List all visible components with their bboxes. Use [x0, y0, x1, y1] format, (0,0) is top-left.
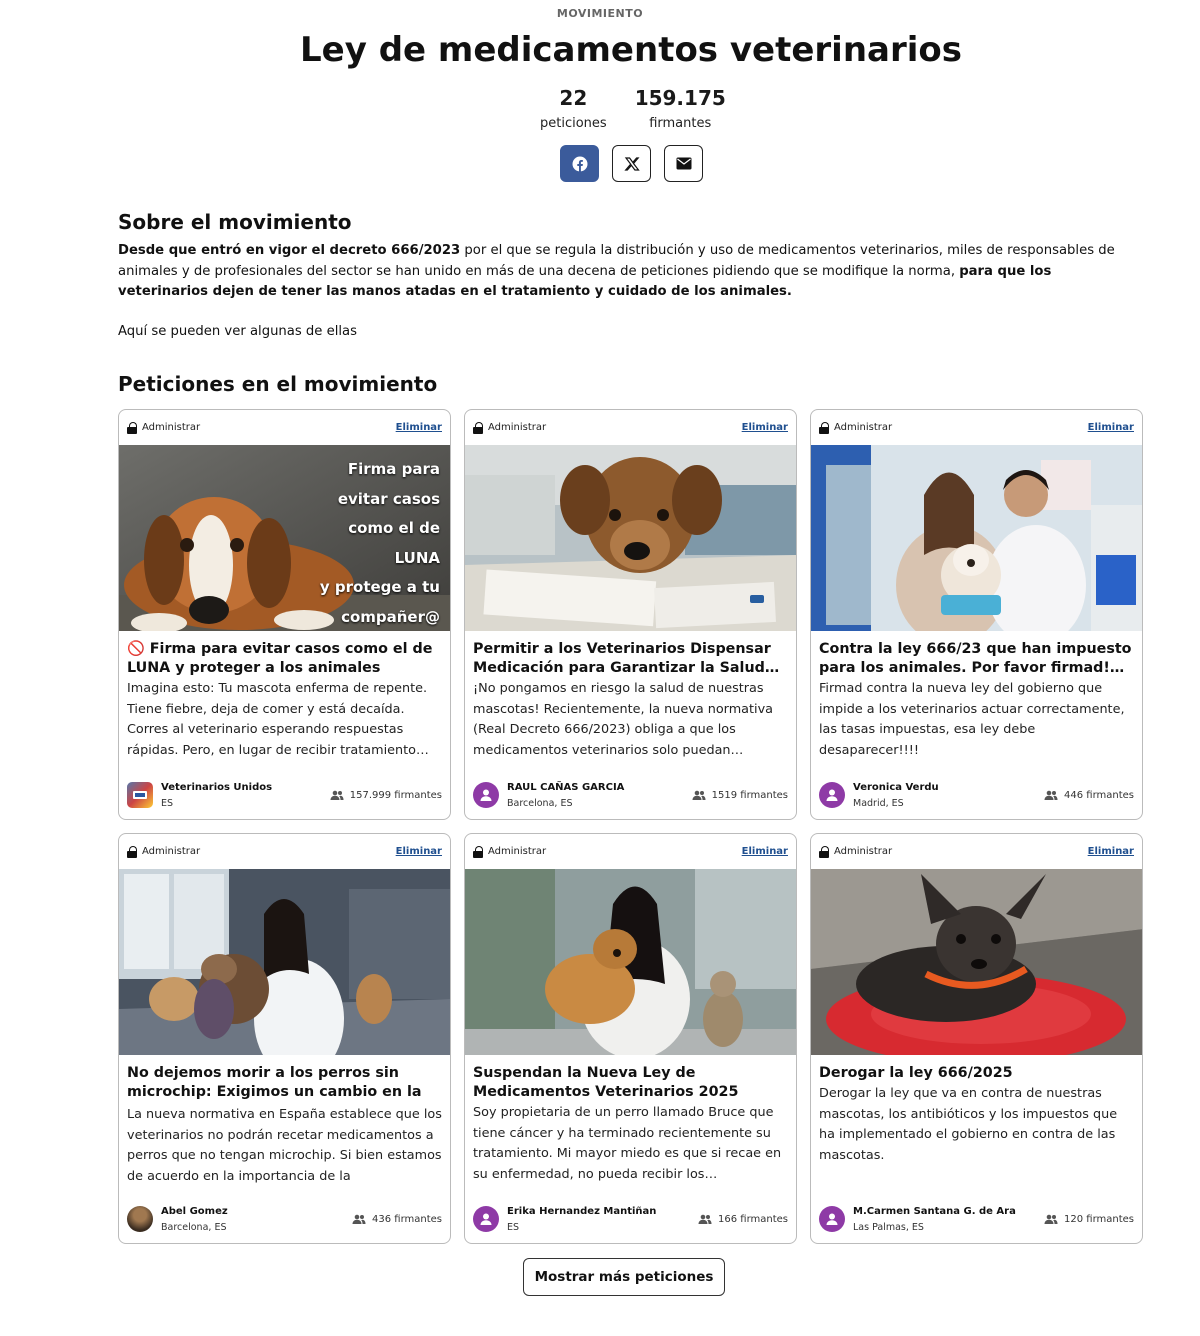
admin-label [819, 422, 892, 434]
author-name: Abel Gomez [161, 1205, 228, 1217]
people-icon [692, 790, 706, 800]
avatar [819, 782, 845, 808]
admin-text: Administrar [488, 422, 547, 433]
stat-petitions-value: 22 [559, 86, 588, 110]
x-icon [624, 156, 640, 172]
petition-card[interactable] [810, 409, 1143, 820]
author-location: ES [161, 797, 174, 809]
petition-description: Derogar la ley que va en contra de nuestras mascotas, los antibióticos y los impuestos que ha implementado el gobierno en contra de las mascotas. [819, 1086, 1118, 1163]
petition-description: La nueva normativa en España establece que los veterinarios no podrán recetar medicamentos a perros que no tengan microchip. Si bien estamos de acuerdo en la importancia de la [127, 1107, 442, 1184]
author-name: Erika Hernandez Mantiñan [507, 1205, 657, 1217]
avatar [127, 782, 153, 808]
admin-label [127, 422, 200, 434]
petitions-heading: Peticiones en el movimiento [118, 372, 438, 396]
lock-icon [473, 422, 483, 434]
petition-card[interactable] [118, 833, 451, 1244]
woman-with-dog-and-cat-image [465, 869, 796, 1055]
petition-card[interactable] [464, 833, 797, 1244]
petition-footer [819, 780, 1134, 810]
stat-signers-label: firmantes [649, 116, 712, 131]
movement-eyebrow: MOVIMIENTO [556, 7, 644, 20]
petition-title[interactable]: Derogar la ley 666/2025 [819, 1065, 1013, 1081]
petition-description: Soy propietaria de un perro llamado Bruce que tiene cáncer y ha terminado recientemente su tratamiento. Mi mayor miedo es que si recae en su enfermedad, no pueda recibir los… [473, 1105, 782, 1182]
petition-description: Imagina esto: Tu mascota enferma de repente. Tiene fiebre, deja de comer y está decaída. Corres al veterinario esperando respuestas rápidas. Pero, en lugar de recibir tratamiento… [127, 681, 429, 758]
petition-image[interactable] [811, 445, 1142, 631]
admin-label [819, 846, 892, 858]
petition-footer [127, 1204, 442, 1234]
user-icon [825, 788, 839, 802]
author-name: RAUL CAÑAS GARCIA [507, 781, 625, 793]
mail-icon [676, 157, 692, 170]
share-email-button[interactable] [664, 145, 703, 182]
author-location: Madrid, ES [853, 797, 904, 809]
about-bold-2: para que los veterinarios dejen de tener las manos atadas en el tratamiento y cuidado de los animales. [118, 263, 1052, 299]
admin-text: Administrar [488, 846, 547, 857]
petition-image[interactable] [119, 869, 450, 1055]
people-icon [330, 790, 344, 800]
admin-text: Administrar [142, 846, 201, 857]
petition-footer [127, 780, 442, 810]
about-note: Aquí se pueden ver algunas de ellas [118, 324, 358, 339]
about-bold-1: Desde que entró en vigor el decreto 666/2023 [118, 243, 461, 258]
author-location: Las Palmas, ES [853, 1221, 924, 1233]
petition-footer [473, 1204, 788, 1234]
petition-title[interactable]: Contra la ley 666/23 que han impuesto para los animales. Por favor firmad!… [819, 641, 1132, 676]
admin-text: Administrar [142, 422, 201, 433]
signers-count: 157.999 firmantes [330, 790, 442, 801]
petition-image[interactable] [811, 869, 1142, 1055]
signers-count: 446 firmantes [1044, 790, 1134, 801]
admin-text: Administrar [834, 846, 893, 857]
people-icon [1044, 790, 1058, 800]
petition-card[interactable] [810, 833, 1143, 1244]
lock-icon [819, 846, 829, 858]
author-name: M.Carmen Santana G. de Ara [853, 1205, 1016, 1217]
movement-stats [540, 86, 726, 131]
avatar [473, 1206, 499, 1232]
signers-count: 1519 firmantes [692, 790, 788, 801]
image-caption: Firma para evitar casos como el de LUNA y protege a tu compañer@ [319, 460, 440, 626]
user-icon [825, 1212, 839, 1226]
lock-icon [127, 422, 137, 434]
vet-clinic-image [811, 445, 1142, 631]
share-x-button[interactable] [612, 145, 651, 182]
signers-count: 120 firmantes [1044, 1214, 1134, 1225]
petition-title[interactable]: Suspendan la Nueva Ley de Medicamentos Veterinarios 2025 [473, 1065, 739, 1100]
petition-description: ¡No pongamos en riesgo la salud de nuestras mascotas! Recientemente, la nueva normativa (Real Decreto 666/2023) obliga a que los medicamentos veterinarios solo puedan… [473, 681, 774, 758]
avatar [819, 1206, 845, 1232]
remove-link[interactable]: Eliminar [1087, 846, 1134, 857]
avatar [127, 1206, 153, 1232]
author-location: ES [507, 1221, 520, 1233]
remove-link[interactable]: Eliminar [395, 422, 442, 433]
dog-at-desk-image [465, 445, 796, 631]
lock-icon [127, 846, 137, 858]
remove-link[interactable]: Eliminar [395, 846, 442, 857]
lock-icon [819, 422, 829, 434]
petition-title[interactable]: No dejemos morir a los perros sin microchip: Exigimos un cambio en la [127, 1065, 422, 1100]
author-location: Barcelona, ES [507, 797, 573, 809]
author-location: Barcelona, ES [161, 1221, 227, 1233]
user-icon [479, 788, 493, 802]
show-more-button[interactable]: Mostrar más peticiones [523, 1258, 725, 1296]
dog-on-cushion-image [811, 869, 1142, 1055]
admin-label [473, 846, 546, 858]
stat-signers [635, 86, 726, 131]
admin-label [473, 422, 546, 434]
petition-image[interactable] [119, 445, 450, 631]
remove-link[interactable]: Eliminar [741, 846, 788, 857]
people-icon [1044, 1214, 1058, 1224]
about-text [118, 241, 1138, 303]
petition-image[interactable] [465, 869, 796, 1055]
signers-count: 166 firmantes [698, 1214, 788, 1225]
about-text-1: por el que se regula la distribución y uso de medicamentos veterinarios, miles de responsables de animales y de profesionales del sector se han unido en más de una decena de peticiones pidiendo que se modifique la norma, [118, 243, 1115, 279]
stat-petitions-label: peticiones [540, 116, 607, 131]
share-buttons [560, 145, 703, 182]
petition-footer [473, 780, 788, 810]
author-name: Veterinarios Unidos [161, 781, 273, 793]
author-name: Veronica Verdu [853, 781, 939, 793]
about-heading: Sobre el movimiento [118, 210, 352, 234]
petition-card[interactable] [118, 409, 451, 820]
admin-text: Administrar [834, 422, 893, 433]
share-facebook-button[interactable] [560, 145, 599, 182]
facebook-icon [572, 156, 588, 172]
lock-icon [473, 846, 483, 858]
petition-title[interactable]: 🚫 Firma para evitar casos como el de LUNA y proteger a los animales [127, 641, 433, 676]
petition-footer [819, 1204, 1134, 1234]
vet-with-dogs-image [119, 869, 450, 1055]
stat-petitions [540, 86, 607, 131]
petition-image[interactable] [465, 445, 796, 631]
page-title: Ley de medicamentos veterinarios [299, 30, 963, 70]
signers-count: 436 firmantes [352, 1214, 442, 1225]
people-icon [698, 1214, 712, 1224]
user-icon [479, 1212, 493, 1226]
petition-description: Firmad contra la nueva ley del gobierno que impide a los veterinarios actuar correctamente, las tasas impuestas, esa ley debe desaparecer!!!! [819, 681, 1125, 758]
stat-signers-value: 159.175 [634, 86, 726, 110]
petition-card[interactable] [464, 409, 797, 820]
people-icon [352, 1214, 366, 1224]
petition-title[interactable]: Permitir a los Veterinarios Dispensar Medicación para Garantizar la Salud… [473, 641, 780, 676]
admin-label [127, 846, 200, 858]
remove-link[interactable]: Eliminar [741, 422, 788, 433]
avatar [473, 782, 499, 808]
remove-link[interactable]: Eliminar [1087, 422, 1134, 433]
